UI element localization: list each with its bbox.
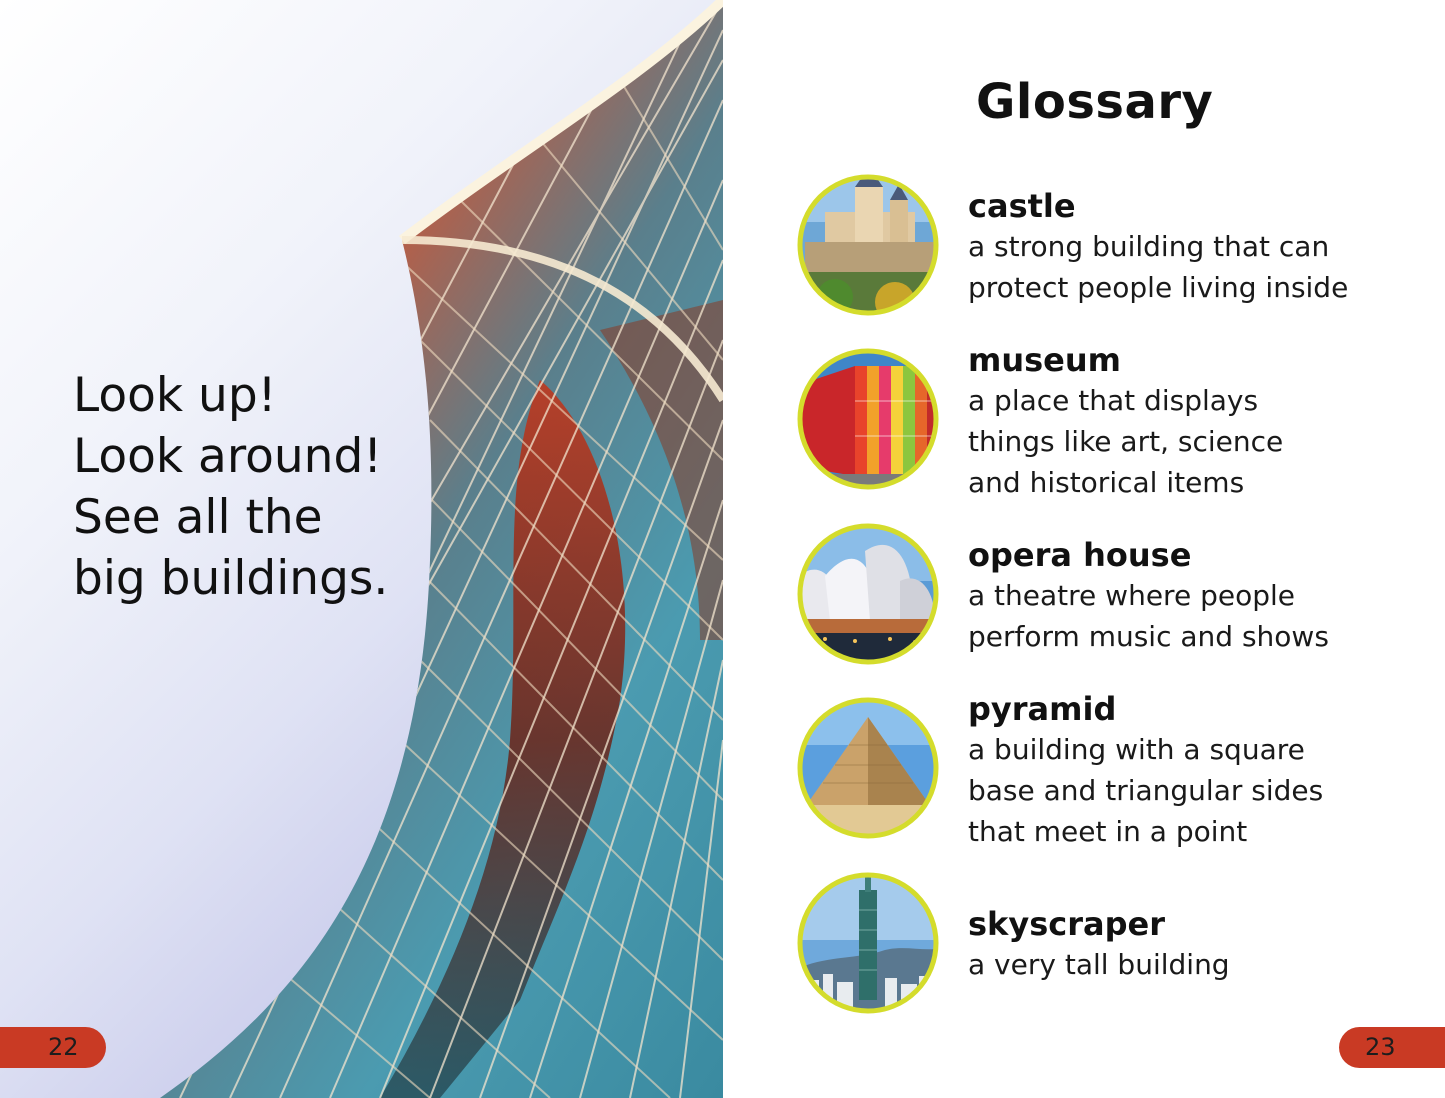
definition-line: a strong building that can bbox=[968, 230, 1330, 263]
term: museum bbox=[968, 341, 1121, 379]
entry-text bbox=[968, 535, 1428, 657]
page-number-tab bbox=[0, 1027, 106, 1068]
entry-text bbox=[968, 340, 1428, 503]
lead-text bbox=[73, 365, 388, 609]
page-number: 23 bbox=[1365, 1033, 1396, 1061]
skyscraper-photo bbox=[795, 870, 941, 1016]
right-page bbox=[723, 0, 1445, 1098]
lead-line: Look around! bbox=[73, 429, 383, 484]
lead-line: big buildings. bbox=[73, 551, 389, 606]
term: opera house bbox=[968, 536, 1192, 574]
entry-text bbox=[968, 186, 1428, 308]
lead-line: See all the bbox=[73, 490, 323, 545]
page-number-tab bbox=[1339, 1027, 1445, 1068]
entry-text bbox=[968, 904, 1428, 985]
museum-photo bbox=[795, 346, 941, 492]
definition-line: a building with a square bbox=[968, 733, 1305, 766]
pyramid-photo bbox=[795, 695, 941, 841]
definition-line: base and triangular sides bbox=[968, 774, 1324, 807]
definition-line: that meet in a point bbox=[968, 815, 1248, 848]
entry-text bbox=[968, 689, 1428, 852]
definition-line: and historical items bbox=[968, 466, 1245, 499]
term: castle bbox=[968, 187, 1076, 225]
page-number: 22 bbox=[48, 1033, 79, 1061]
opera-house-photo bbox=[795, 521, 941, 667]
lead-line: Look up! bbox=[73, 368, 277, 423]
term: skyscraper bbox=[968, 905, 1165, 943]
definition-line: perform music and shows bbox=[968, 620, 1329, 653]
glossary-title: Glossary bbox=[976, 74, 1214, 130]
term: pyramid bbox=[968, 690, 1117, 728]
definition-line: a theatre where people bbox=[968, 579, 1295, 612]
definition-line: things like art, science bbox=[968, 425, 1284, 458]
castle-photo bbox=[795, 172, 941, 318]
definition-line: protect people living inside bbox=[968, 271, 1349, 304]
definition-line: a place that displays bbox=[968, 384, 1259, 417]
definition-line: a very tall building bbox=[968, 948, 1230, 981]
